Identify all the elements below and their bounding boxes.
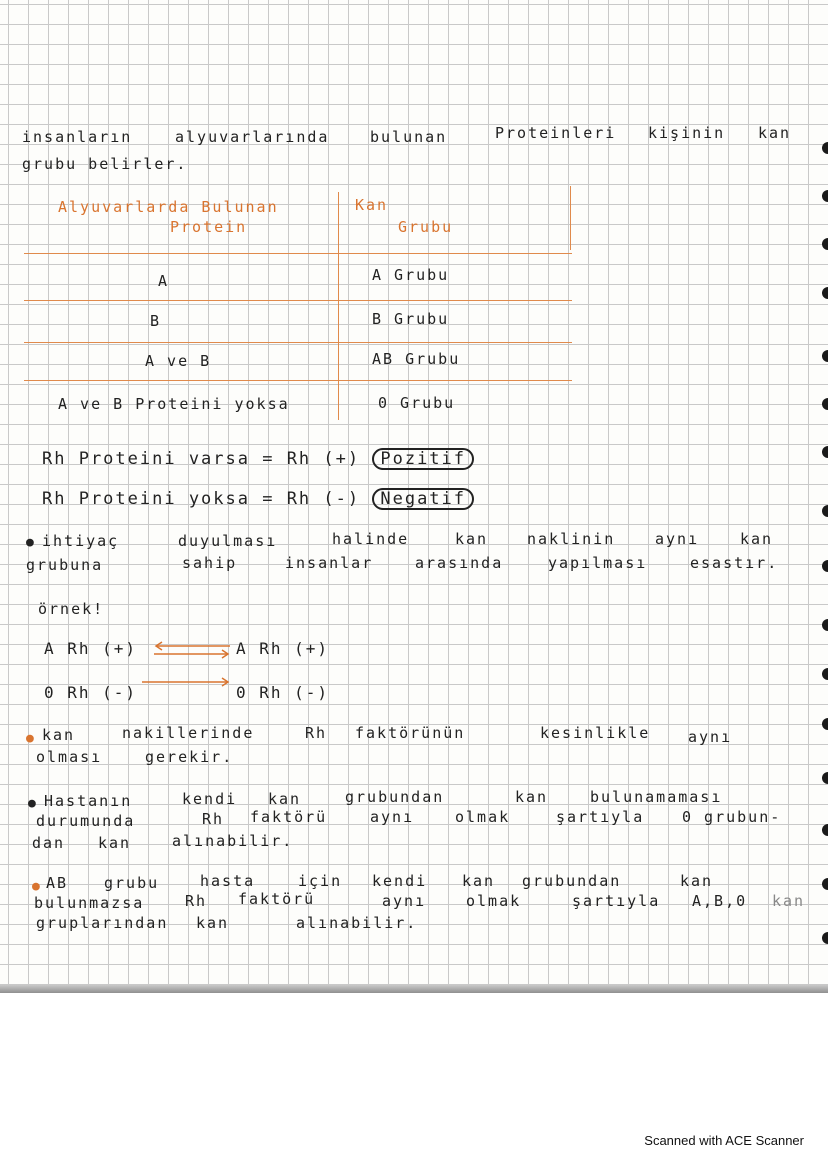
note-text: grubundan	[522, 872, 622, 890]
positive-badge: Pozitif	[372, 448, 474, 470]
binder-hole	[822, 238, 828, 250]
note-text: kan	[196, 914, 230, 932]
note-text: yapılması	[548, 554, 648, 572]
note-text: şartıyla	[572, 892, 661, 910]
swap-arrow-icon	[150, 640, 232, 660]
note-text: kan	[515, 788, 549, 806]
table-cell-protein: A ve B Proteini yoksa	[58, 395, 290, 413]
note-text: grubu	[104, 874, 160, 892]
table-cell-protein: A	[158, 272, 170, 290]
binder-hole	[822, 287, 828, 299]
note-text: kan	[758, 124, 792, 142]
rh-positive-text: Rh Proteini varsa = Rh (+)	[42, 449, 361, 469]
example-recipient: 0 Rh (-)	[236, 683, 330, 702]
table-divider	[338, 192, 339, 420]
table-header-group: Grubu	[398, 218, 454, 236]
bullet-dot-icon: ●	[26, 535, 36, 550]
note-text: Rh	[305, 724, 328, 742]
note-text: kan	[772, 892, 806, 910]
note-text: insanlar	[285, 554, 374, 572]
note-text: bulunan	[370, 128, 448, 146]
bullet-dot-icon: ●	[32, 879, 42, 894]
note-text: faktörü	[238, 890, 316, 908]
negative-badge: Negatif	[372, 488, 474, 510]
note-text: alınabilir.	[172, 832, 294, 850]
binder-hole	[822, 350, 828, 362]
bullet-dot-icon: ●	[26, 731, 36, 746]
binder-hole	[822, 772, 828, 784]
binder-hole	[822, 619, 828, 631]
binder-hole	[822, 190, 828, 202]
table-divider	[570, 186, 571, 250]
note-text: ihtiyaç	[42, 532, 120, 550]
table-cell-group: A Grubu	[372, 266, 450, 284]
rh-negative-text: Rh Proteini yoksa = Rh (-)	[42, 489, 361, 509]
note-text: Rh	[202, 810, 225, 828]
note-text: bulunamaması	[590, 788, 723, 806]
note-text: kendi	[182, 790, 238, 808]
rh-negative-line	[42, 488, 474, 510]
binder-hole	[822, 505, 828, 517]
note-text: insanların	[22, 128, 133, 146]
binder-hole	[822, 932, 828, 944]
table-cell-group: AB Grubu	[372, 350, 461, 368]
table-rule	[24, 253, 572, 254]
note-text: alyuvarlarında	[175, 128, 330, 146]
table-header-group: Kan	[355, 196, 389, 214]
note-text: aynı	[688, 728, 733, 746]
table-rule	[24, 380, 572, 381]
note-text: kişinin	[648, 124, 726, 142]
note-text: aynı	[655, 530, 700, 548]
note-text: hasta	[200, 872, 256, 890]
note-text: kan	[680, 872, 714, 890]
note-text: sahip	[182, 554, 238, 572]
table-header-protein: Protein	[170, 218, 248, 236]
note-text: AB	[46, 874, 69, 892]
table-cell-group: 0 Grubu	[378, 394, 456, 412]
note-text: aynı	[382, 892, 427, 910]
table-header-protein: Alyuvarlarda Bulunan	[58, 198, 279, 216]
table-cell-protein: A ve B	[145, 352, 212, 370]
note-text: grubuna	[26, 556, 104, 574]
binder-hole	[822, 718, 828, 730]
binder-hole	[822, 398, 828, 410]
note-text: A,B,0	[692, 892, 748, 910]
rh-positive-line	[42, 448, 474, 470]
note-text: gruplarından	[36, 914, 169, 932]
note-text: naklinin	[527, 530, 616, 548]
note-text: şartıyla	[556, 808, 645, 826]
binder-hole	[822, 878, 828, 890]
table-rule	[24, 342, 572, 343]
note-text: grubu belirler.	[22, 155, 188, 173]
table-cell-protein: B	[150, 312, 162, 330]
note-text: gerekir.	[145, 748, 234, 766]
note-text: kan	[42, 726, 76, 744]
note-text: durumunda	[36, 812, 136, 830]
scanner-watermark: Scanned with ACE Scanner	[644, 1133, 804, 1148]
note-text: bulunmazsa	[34, 894, 145, 912]
note-text: aynı	[370, 808, 415, 826]
example-recipient: A Rh (+)	[236, 639, 330, 658]
example-donor: A Rh (+)	[44, 639, 138, 658]
note-text: arasında	[415, 554, 504, 572]
note-text: kendi	[372, 872, 428, 890]
note-text: halinde	[332, 530, 410, 548]
note-text: duyulması	[178, 532, 278, 550]
note-text: olması	[36, 748, 103, 766]
note-text: alınabilir.	[296, 914, 418, 932]
note-text: faktörünün	[355, 724, 466, 742]
note-text: kan	[455, 530, 489, 548]
note-text: Proteinleri	[495, 124, 617, 142]
bullet-dot-icon: ●	[28, 796, 38, 811]
table-rule	[24, 300, 572, 301]
binder-hole	[822, 824, 828, 836]
binder-hole	[822, 142, 828, 154]
note-text: faktörü	[250, 808, 328, 826]
note-text: kan	[740, 530, 774, 548]
table-cell-group: B Grubu	[372, 310, 450, 328]
binder-hole	[822, 560, 828, 572]
note-text: grubundan	[345, 788, 445, 806]
note-text: kan	[98, 834, 132, 852]
right-arrow-icon	[140, 676, 232, 690]
note-text: için	[298, 872, 343, 890]
note-text: Hastanın	[44, 792, 133, 810]
note-text: esastır.	[690, 554, 779, 572]
note-text: kan	[462, 872, 496, 890]
binder-hole	[822, 446, 828, 458]
note-text: olmak	[466, 892, 522, 910]
note-text: nakillerinde	[122, 724, 255, 742]
note-text: 0 grubun-	[682, 808, 782, 826]
note-text: olmak	[455, 808, 511, 826]
binder-hole	[822, 668, 828, 680]
note-text: Rh	[185, 892, 208, 910]
example-label: örnek!	[38, 600, 105, 618]
note-text: kesinlikle	[540, 724, 651, 742]
example-donor: 0 Rh (-)	[44, 683, 138, 702]
note-text: dan	[32, 834, 66, 852]
note-text: kan	[268, 790, 302, 808]
